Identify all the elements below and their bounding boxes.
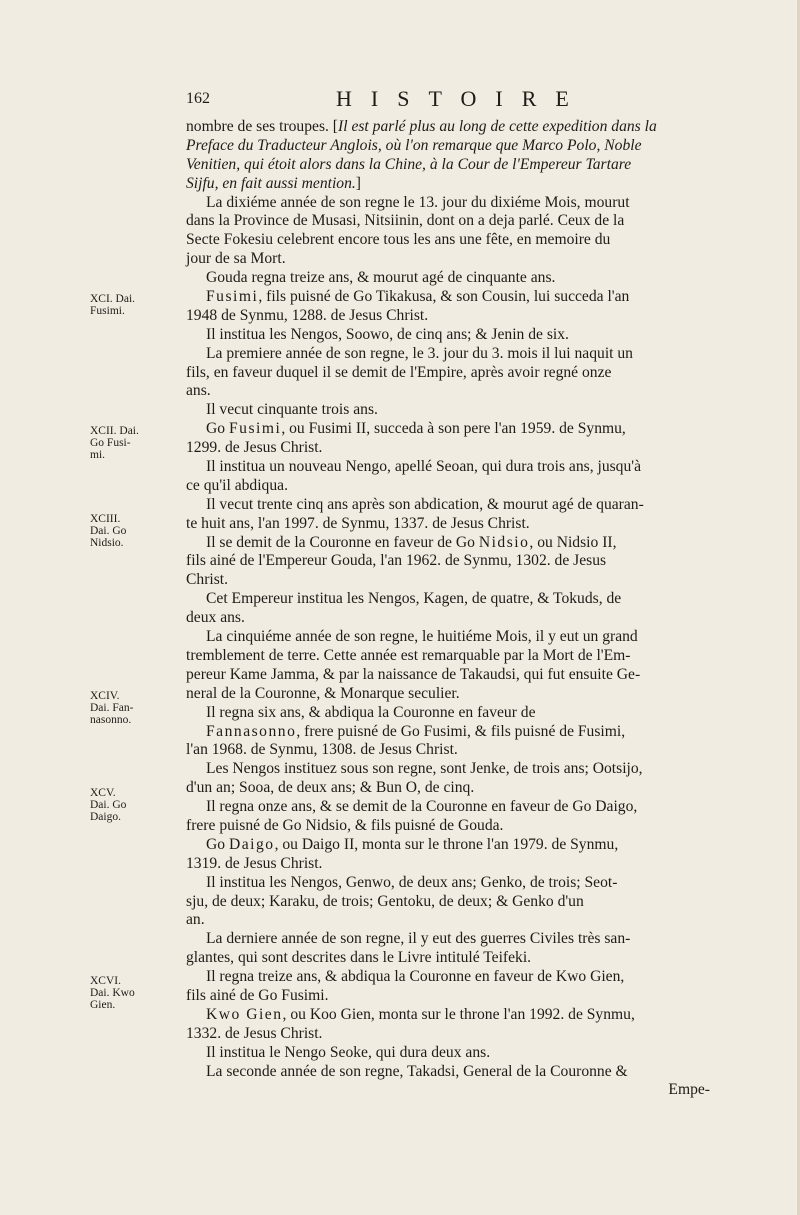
- text-line: fils ainé de l'Empereur Gouda, l'an 1962. de Synmu, 1302. de Jesus: [186, 552, 607, 570]
- margin-note-xcii: XCII. Dai. Go Fusi- mi.: [90, 425, 139, 461]
- text-line: neral de la Couronne, & Monarque seculier.: [186, 684, 460, 702]
- text-line: La dixiéme année de son regne le 13. jour du dixiéme Mois, mourut: [206, 193, 630, 211]
- emperor-prefix: Go: [455, 533, 475, 551]
- text-line: jour de sa Mort.: [186, 250, 286, 268]
- text-line: Preface du Traducteur Anglois, où l'on remarque que Marco Polo, Noble: [186, 136, 642, 154]
- emperor-name: Kwo Gien: [206, 1005, 283, 1023]
- catchword: Empe-: [668, 1081, 710, 1099]
- margin-note-xcvi: XCVI. Dai. Kwo Gien.: [90, 975, 135, 1011]
- text-line: ce qu'il abdiqua.: [186, 476, 288, 494]
- text-line: fils ainé de Go Fusimi.: [186, 986, 329, 1004]
- emperor-name: Daigo: [228, 835, 275, 853]
- text-line: Il institua les Nengos, Genwo, de deux ans; Genko, de trois; Seot-: [206, 873, 618, 891]
- text-line: pereur Kame Jamma, & par la naissance de Takaudsi, qui fut ensuite Ge-: [186, 665, 641, 683]
- text-line: 1319. de Jesus Christ.: [186, 854, 323, 872]
- text-line: ans.: [186, 382, 211, 400]
- text-line: Il regna onze ans, & se demit de la Couronne en faveur de Go Daigo,: [206, 798, 638, 816]
- text-line: [186, 836, 714, 855]
- text-line-rest: , ou Fusimi II, succeda à son pere l'an 1959. de Synmu,: [281, 420, 626, 438]
- text-line: d'un an; Sooa, de deux ans; & Bun O, de cinq.: [186, 779, 475, 797]
- text-line: La seconde année de son regne, Takadsi, General de la Couronne &: [206, 1062, 628, 1080]
- closing-bracket: ]: [355, 174, 361, 192]
- text-line: Cet Empereur institua les Nengos, Kagen, de quatre, & Tokuds, de: [206, 590, 622, 608]
- emperor-name: Fannasonno: [206, 722, 297, 740]
- text-line-rest: , ou Koo Gien, monta sur le throne l'an 1992. de Synmu,: [282, 1005, 635, 1023]
- text-line: glantes, qui sont descrites dans le Livre intitulé Teifeki.: [186, 949, 532, 967]
- page-number: 162: [186, 90, 210, 107]
- text-line: deux ans.: [186, 609, 245, 627]
- text-line-rest: , frere puisné de Go Fusimi, & fils puisné de Fusimi,: [296, 722, 626, 740]
- emperor-name: Fusimi: [228, 420, 282, 438]
- margin-note-xciii: XCIII. Dai. Go Nidsio.: [90, 513, 127, 549]
- emperor-name: Nidsio: [478, 533, 530, 551]
- running-title: HISTOIRE: [336, 86, 588, 111]
- page-header: [186, 86, 746, 116]
- text-line: Gouda regna treize ans, & mourut agé de cinquante ans.: [206, 269, 556, 287]
- text-line: 1332. de Jesus Christ.: [186, 1024, 323, 1042]
- text-line: frere puisné de Go Nidsio, & fils puisné de Gouda.: [186, 816, 504, 834]
- text-line: sju, de deux; Karaku, de trois; Gentoku, de deux; & Genko d'un: [186, 892, 584, 910]
- bracketed-note-end: Sijfu, en fait aussi mention.: [186, 174, 356, 192]
- text-line: [186, 1006, 714, 1025]
- text-line: Les Nengos instituez sous son regne, sont Jenke, de trois ans; Ootsijo,: [206, 760, 643, 778]
- text-line: [186, 723, 714, 742]
- text-line: Il regna six ans, & abdiqua la Couronne en faveur de: [206, 703, 536, 721]
- text-line-rest: , ou Daigo II, monta sur le throne l'an 1979. de Synmu,: [274, 835, 619, 853]
- text-line: [186, 288, 714, 307]
- text-line: Venitien, qui étoit alors dans la Chine, à la Cour de l'Empereur Tartare: [186, 155, 632, 173]
- text-line: Il institua un nouveau Nengo, apellé Seoan, qui dura trois ans, jusqu'à: [206, 458, 642, 476]
- text-line: Il regna treize ans, & abdiqua la Couronne en faveur de Kwo Gien,: [206, 968, 625, 986]
- text-line: [186, 175, 714, 194]
- text-line: Il institua les Nengos, Soowo, de cinq ans; & Jenin de six.: [206, 325, 569, 343]
- text-line: dans la Province de Musasi, Nitsiinin, dont on a deja parlé. Ceux de la: [186, 212, 625, 230]
- bracketed-note: Il est parlé plus au long de cette expedition dans la: [338, 118, 657, 135]
- text-line: La derniere année de son regne, il y eut des guerres Civiles très san-: [206, 930, 631, 948]
- margin-note-xciv: XCIV. Dai. Fan- nasonno.: [90, 690, 134, 726]
- body-text: [186, 118, 714, 1100]
- text-line: te huit ans, l'an 1997. de Synmu, 1337. de Jesus Christ.: [186, 514, 530, 532]
- text-line: Christ.: [186, 571, 229, 589]
- text-line: fils, en faveur duquel il se demit de l'Empire, après avoir regné onze: [186, 363, 612, 381]
- text-line: [186, 420, 714, 439]
- text-line: an.: [186, 911, 205, 929]
- text-line: La cinquiéme année de son regne, le huitiéme Mois, il y eut un grand: [206, 628, 638, 646]
- text-line: Secte Fokesiu celebrent encore tous les ans une fête, en memoire du: [186, 231, 611, 249]
- text-line: Il institua le Nengo Seoke, qui dura deux ans.: [206, 1043, 491, 1061]
- text-line: [186, 534, 714, 553]
- text-line: l'an 1968. de Synmu, 1308. de Jesus Christ.: [186, 741, 458, 759]
- text-line: La premiere année de son regne, le 3. jour du 3. mois il lui naquit un: [206, 344, 633, 362]
- text-line: 1948 de Synmu, 1288. de Jesus Christ.: [186, 306, 429, 324]
- text-line: Il vecut trente cinq ans après son abdication, & mourut agé de quaran-: [206, 495, 644, 513]
- margin-note-xcv: XCV. Dai. Go Daigo.: [90, 787, 127, 823]
- text-line-start: nombre de ses troupes. [: [186, 118, 339, 135]
- text-line: [186, 118, 714, 137]
- text-line-start: Il se demit de la Couronne en faveur de: [206, 533, 452, 551]
- emperor-name: Fusimi: [206, 288, 259, 306]
- text-line-rest: , ou Nidsio II,: [529, 533, 617, 551]
- emperor-prefix: Go: [206, 420, 226, 438]
- text-line: tremblement de terre. Cette année est remarquable par la Mort de l'Em-: [186, 646, 631, 664]
- text-line: Il vecut cinquante trois ans.: [206, 401, 378, 419]
- emperor-prefix: Go: [206, 835, 226, 853]
- text-line-rest: , fils puisné de Go Tikakusa, & son Cousin, lui succeda l'an: [258, 288, 630, 306]
- text-line: 1299. de Jesus Christ.: [186, 439, 323, 457]
- margin-note-xci: XCI. Dai. Fusimi.: [90, 293, 136, 317]
